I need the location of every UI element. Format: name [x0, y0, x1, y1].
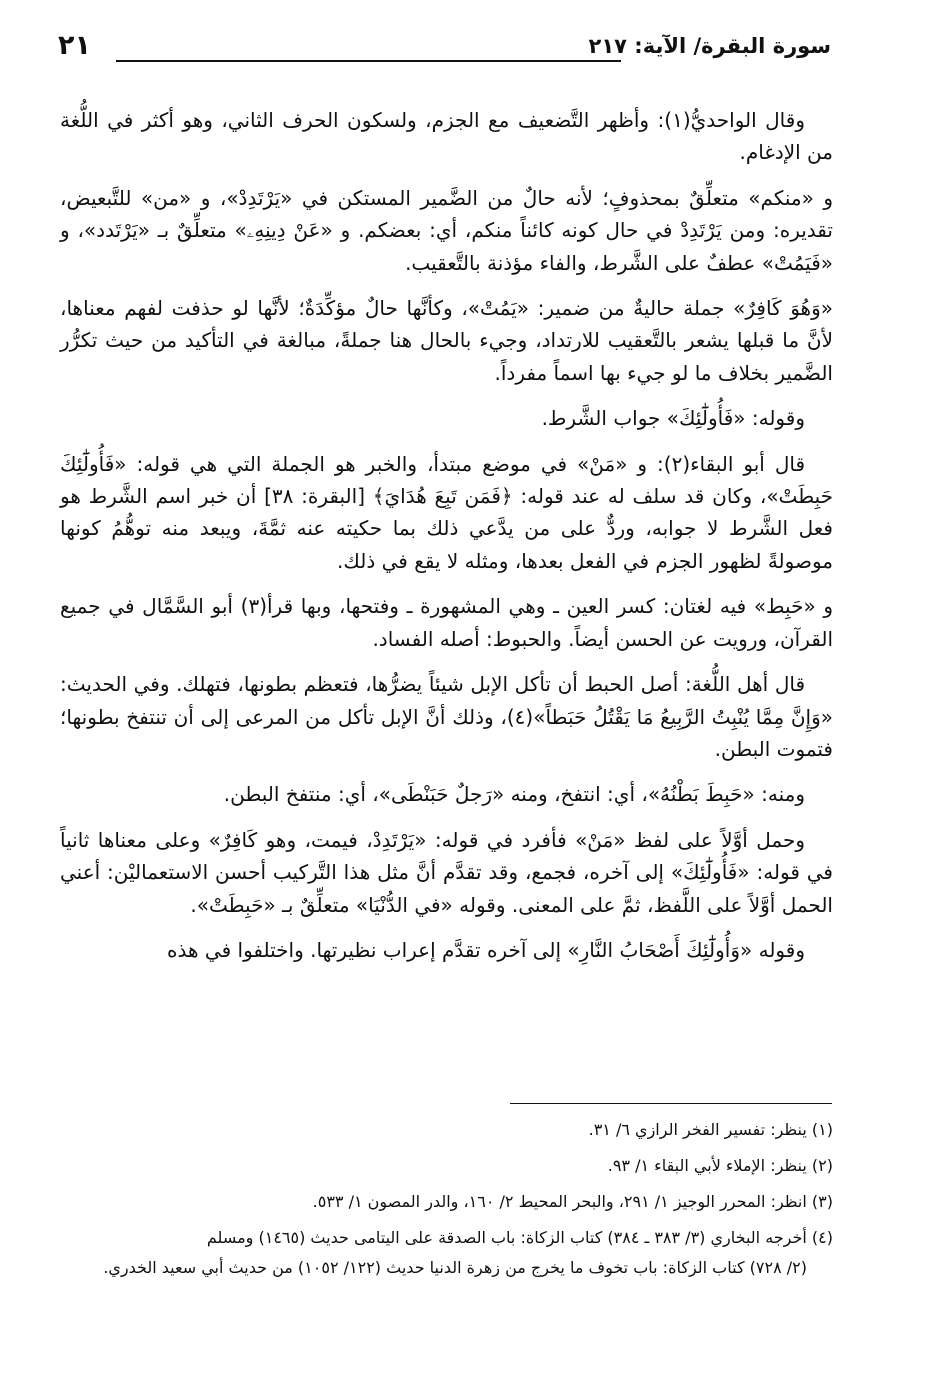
running-title: سورة البقرة/ الآية: ٢١٧ — [588, 34, 831, 58]
paragraph: و «حَبِط» فيه لغتان: كسر العين ـ وهي المشهورة ـ وفتحها، وبها قرأ(٣) أبو السَّمَّال في جميع القرآن، ورويت عن الحسن أيضاً. والحبوط: أصله الفساد. — [60, 594, 834, 651]
paragraph: قال أبو البقاء(٢): و «مَنْ» في موضع مبتدأ، والخبر هو الجملة التي هي قوله: «فَأُولَٰٓئِكَ حَبِطَتْ»، وكان قد سلف له عند قوله: ﴿فَمَن تَبِعَ هُدَايَ﴾ [البقرة: ٣٨] أن خبر اسم الشَّرط هو فعل الشَّرط لا جوابه، وردٌّ على من يدَّعي ذلك بما حكيته عنه ثمَّةَ، ويبعد منه توهُّمُ كونها موصولةً لظهور الجزم في الفعل بعدها، ومثله لا يقع في ذلك. — [60, 451, 834, 573]
footnote: (٢) ينظر: الإملاء لأبي البقاء ١/ ٩٣. — [607, 1156, 833, 1175]
page-number: ٢١ — [58, 30, 91, 61]
footnote: (٤) أخرجه البخاري (٣/ ٣٨٣ ـ ٣٨٤) كتاب الزكاة: باب الصدقة على اليتامى حديث (١٤٦٥) ومسلم — [206, 1228, 833, 1247]
paragraph: و «منكم» متعلِّقٌ بمحذوفٍ؛ لأنه حالٌ من الضَّمير المستكن في «يَرْتَدِدْ»، و «من» للتَّبعيض، تقديره: ومن يَرْتَدِدْ في حال كونه كائناً منكم، أي: بعضكم. و «عَنْ دِينِهِۦ» متعلِّقٌ بـ «يَرْتَدد»، و «فَيَمُتْ» عطفٌ على الشَّرط، والفاء مؤذنة بالتَّعقيب. — [60, 185, 833, 275]
page-header — [58, 30, 831, 72]
paragraph: وقوله «وَأُولَٰٓئِكَ أَصْحَابُ النَّارِ» إلى آخره تقدَّم إعراب نظيرتها. واختلفوا في هذه — [167, 937, 805, 962]
footnotes — [90, 1115, 833, 1289]
paragraph: ومنه: «حَبِطَ بَطْنُهُ»، أي: انتفخ، ومنه «رَجلٌ حَبَنْطَى»، أي: منتفخ البطن. — [223, 782, 805, 807]
main-text — [60, 104, 833, 979]
paragraph: وقوله: «فَأُولَٰٓئِكَ» جواب الشَّرط. — [541, 406, 805, 431]
header-rule — [116, 60, 621, 62]
paragraph: «وَهُوَ كَافِرٌ» جملة حاليةٌ من ضمير: «يَمُتْ»، وكأنَّها حالٌ مؤكِّدَةٌ؛ لأنَّها لو حذفت لفهم معناها، لأنَّ ما قبلها يشعر بالتَّعقيب للارتداد، وجيء بالحال هنا جملةً، مبالغة في التأكيد من حيث تكرُّر الضَّمير بخلاف ما لو جيء بها اسماً مفرداً. — [60, 296, 833, 385]
paragraph: وحمل أوَّلاً على لفظ «مَنْ» فأفرد في قوله: «يَرْتَدِدْ، فيمت، وهو كَافِرٌ» وعلى معناها ثانياً في قوله: «فَأُولَٰٓئِكَ» إلى آخره، فجمع، وقد تقدَّم أنَّ مثل هذا التَّركيب أحسن الاستعماليْن: أعني الحمل أوَّلاً على اللَّفظ، ثمَّ على المعنى. وقوله «في الدُّنْيَا» متعلِّقٌ بـ «حَبِطَتْ». — [60, 827, 833, 917]
footnote-separator — [510, 1103, 832, 1104]
paragraph: وقال الواحديُّ(١): وأظهر التَّضعيف مع الجزم، ولسكون الحرف الثاني، وهو أكثر في اللُّغة من الإدغام. — [60, 108, 833, 165]
footnote: (٣) انظر: المحرر الوجيز ١/ ٢٩١، والبحر المحيط ٢/ ١٦٠، والدر المصون ١/ ٥٣٣. — [312, 1192, 833, 1211]
footnote-continuation: (٢/ ٧٢٨) كتاب الزكاة: باب تخوف ما يخرج من زهرة الدنيا حديث (١٢٢/ ١٠٥٢) من حديث أبي سعيد الخدري. — [103, 1258, 807, 1277]
paragraph: قال أهل اللُّغة: أصل الحبط أن تأكل الإبل شيئاً يضرُّها، فتعظم بطونها، فتهلك. وفي الحديث: «وَإِنَّ مِمَّا يُنْبِتُ الرَّبِيعُ مَا يَقْتُلُ حَبَطاً»(٤)، وذلك أنَّ الإبل تأكل من المرعى إلى أن تنتفخ بطونها؛ فتموت البطن. — [60, 672, 833, 761]
footnote: (١) ينظر: تفسير الفخر الرازي ٦/ ٣١. — [588, 1120, 833, 1139]
